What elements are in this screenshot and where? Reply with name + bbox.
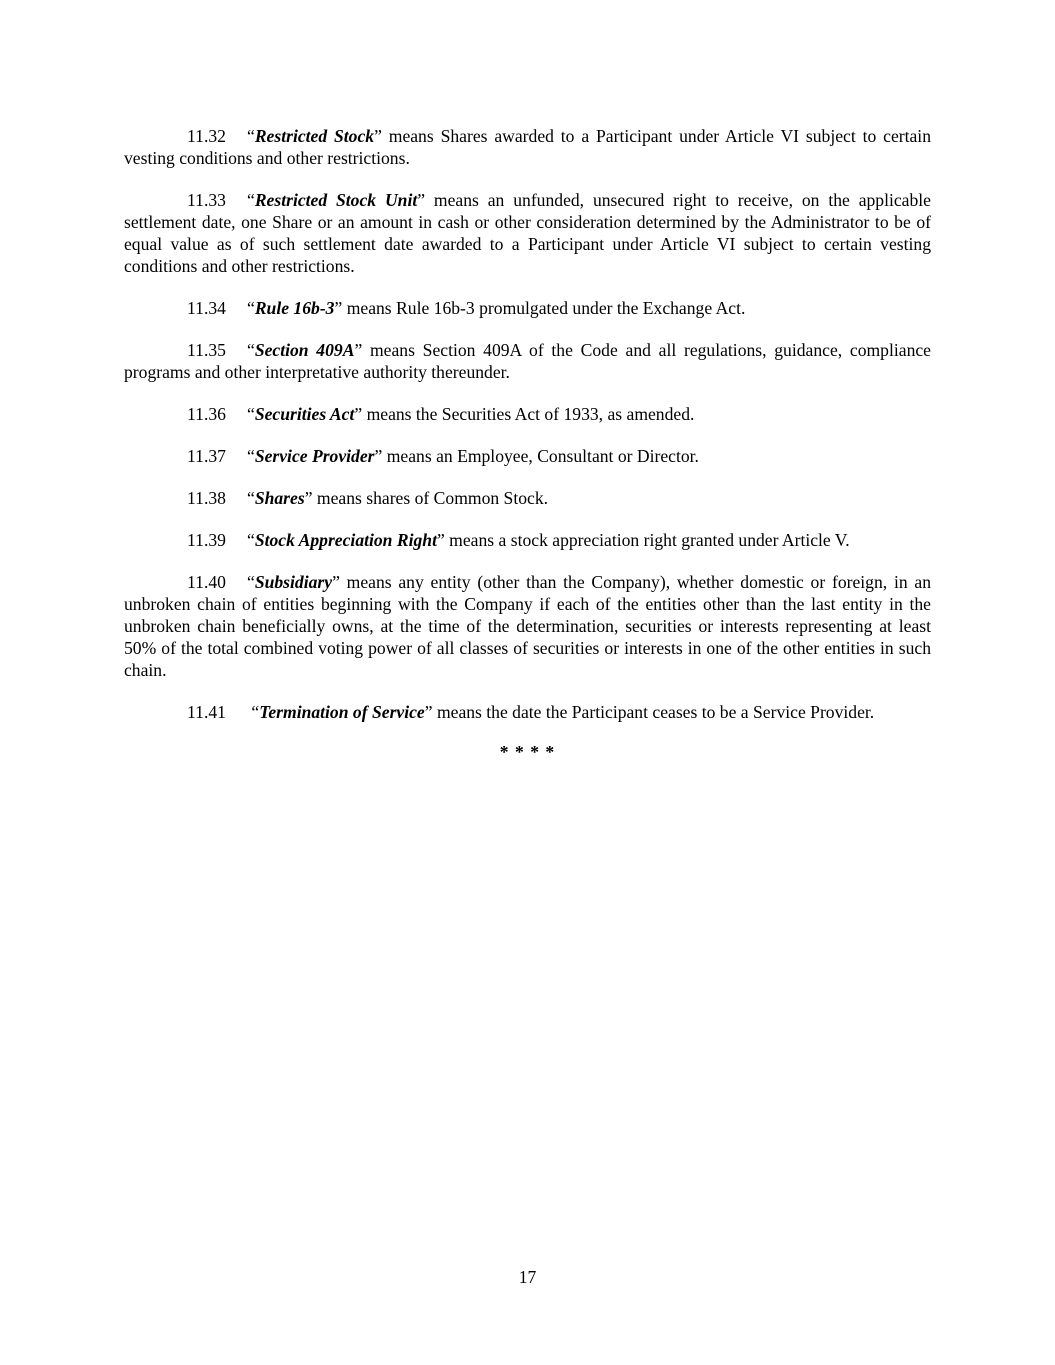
page-number: 17	[518, 1267, 537, 1287]
close-quote: ”	[374, 126, 382, 146]
clause-11-37	[124, 445, 931, 467]
defined-term: Section 409A	[254, 340, 355, 360]
clause-11-40	[124, 571, 931, 681]
clause-11-34	[124, 297, 931, 319]
open-quote: “	[247, 530, 255, 550]
open-quote: “	[247, 404, 255, 424]
open-quote: “	[247, 298, 255, 318]
close-quote: ”	[354, 404, 363, 424]
close-quote: ”	[334, 298, 343, 318]
close-quote: ”	[374, 446, 383, 466]
clause-number: 11.36	[187, 404, 226, 424]
close-quote: ”	[354, 340, 363, 360]
clause-text: means any entity (other than the Company), whether domestic or foreign, in an unbroken chain of entities beginning with the Company if each of the entities other than the last entity in the unbroken chain beneficially owns, at the time of the determination, securities or interests representing at least 50% of the total combined voting power of all classes of securities or interests in one of the other entities in such chain.	[124, 572, 931, 680]
clause-number: 11.41	[187, 702, 226, 722]
clause-number: 11.39	[187, 530, 226, 550]
defined-term: Rule 16b-3	[254, 298, 335, 318]
clause-text: means Shares awarded to a Participant under Article VI subject to certain vesting conditions and other restrictions.	[124, 126, 931, 168]
clause-11-32	[124, 125, 931, 169]
defined-term: Service Provider	[254, 446, 375, 466]
open-quote: “	[247, 572, 255, 592]
clause-number: 11.38	[187, 488, 226, 508]
defined-term: Restricted Stock Unit	[254, 190, 418, 210]
clause-text: means an unfunded, unsecured right to receive, on the applicable settlement date, one Share or an amount in cash or other consideration determined by the Administrator to be of equal value as of such settlement date awarded to a Participant under Article VI subject to certain vesting conditions and other restrictions.	[124, 190, 931, 276]
defined-term: Securities Act	[254, 404, 355, 424]
clause-text: means the Securities Act of 1933, as amended.	[362, 404, 695, 424]
clause-text: means Section 409A of the Code and all regulations, guidance, compliance programs and other interpretative authority thereunder.	[124, 340, 931, 382]
close-quote: ”	[332, 572, 340, 592]
clause-text: means shares of Common Stock.	[312, 488, 549, 508]
clause-number: 11.37	[187, 446, 226, 466]
clause-11-35	[124, 339, 931, 383]
open-quote: “	[247, 340, 255, 360]
clause-text: means Rule 16b-3 promulgated under the Exchange Act.	[342, 298, 746, 318]
open-quote: “	[247, 702, 260, 722]
end-of-section-mark: * * * *	[499, 742, 556, 762]
open-quote: “	[247, 126, 255, 146]
defined-term: Subsidiary	[254, 572, 333, 592]
close-quote: ”	[304, 488, 313, 508]
clause-11-39	[124, 529, 931, 551]
open-quote: “	[247, 190, 255, 210]
clause-11-38	[124, 487, 931, 509]
clause-number: 11.40	[187, 572, 226, 592]
clause-number: 11.33	[187, 190, 226, 210]
defined-term: Termination of Service	[259, 702, 425, 722]
clause-number: 11.35	[187, 340, 226, 360]
clause-number: 11.32	[187, 126, 226, 146]
defined-term: Restricted Stock	[254, 126, 375, 146]
clause-11-33	[124, 189, 931, 277]
open-quote: “	[247, 446, 255, 466]
close-quote: ”	[436, 530, 445, 550]
defined-term: Shares	[254, 488, 305, 508]
document-body	[124, 125, 931, 763]
defined-term: Stock Appreciation Right	[254, 530, 437, 550]
close-quote: ”	[417, 190, 426, 210]
clause-text: means an Employee, Consultant or Director.	[382, 446, 699, 466]
clause-11-41	[124, 701, 931, 723]
clause-number: 11.34	[187, 298, 226, 318]
close-quote: ”	[424, 702, 433, 722]
open-quote: “	[247, 488, 255, 508]
clause-text: means a stock appreciation right granted under Article V.	[444, 530, 850, 550]
clause-text: means the date the Participant ceases to be a Service Provider.	[432, 702, 875, 722]
clause-11-36	[124, 403, 931, 425]
